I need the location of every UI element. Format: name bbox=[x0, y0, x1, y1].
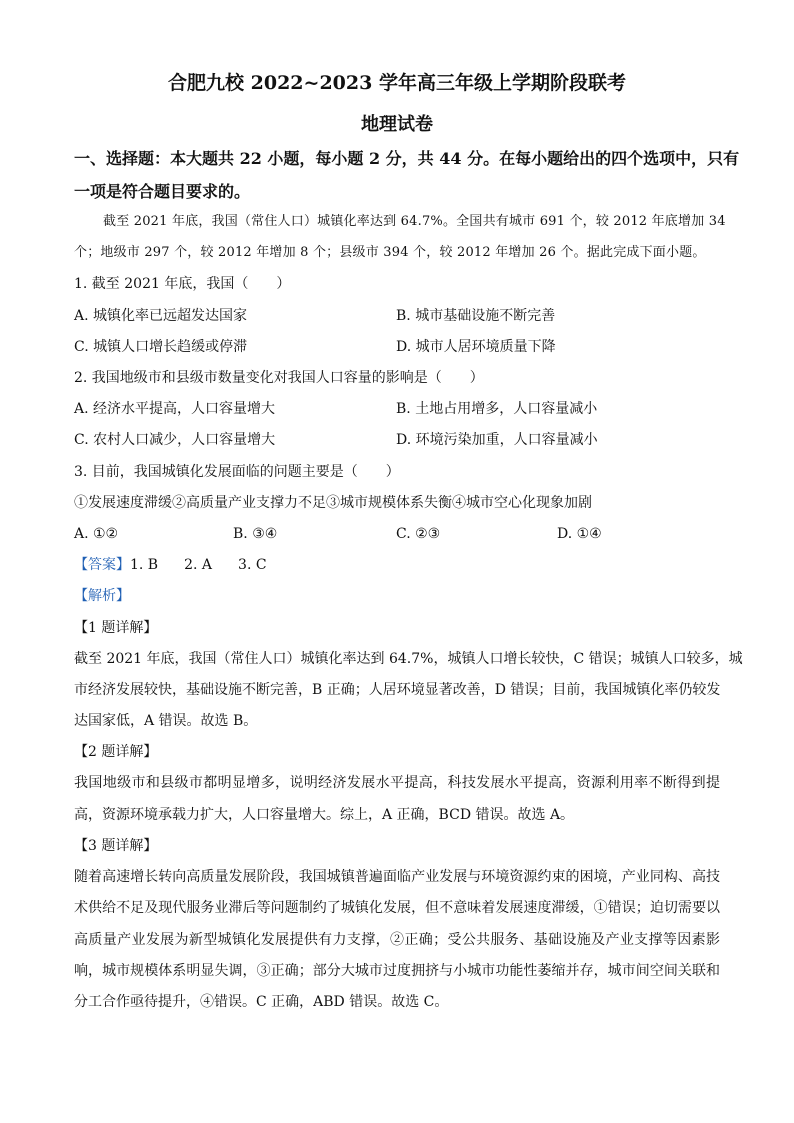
question-2-option-c: C. 农村人口减少，人口容量增大 bbox=[74, 432, 276, 448]
question-1-option-d: D. 城市人居环境质量下降 bbox=[396, 339, 556, 355]
analysis-q1-line: 达国家低，A 错误。故选 B。 bbox=[74, 713, 258, 729]
question-2-option-b: B. 土地占用增多，人口容量减小 bbox=[396, 401, 598, 417]
analysis-q2-line: 高，资源环境承载力扩大，人口容量增大。综上，A 正确，BCD 错误。故选 A。 bbox=[74, 807, 575, 823]
question-3-stem: 3. 目前，我国城镇化发展面临的问题主要是（ ） bbox=[74, 464, 400, 480]
analysis-q1-line: 市经济发展较快，基础设施不断完善，B 正确；人居环境显著改善，D 错误；目前，我国城镇化率仍较发 bbox=[74, 682, 721, 698]
analysis-q3-line: 术供给不足及现代服务业滞后等问题制约了城镇化发展，但不意味着发展速度滞缓，①错误；迫切需要以 bbox=[74, 900, 720, 916]
analysis-q3-line: 高质量产业发展为新型城镇化发展提供有力支撑，②正确；受公共服务、基础设施及产业支撑等因素影 bbox=[74, 932, 720, 948]
analysis-q1-line: 截至 2021 年底，我国（常住人口）城镇化率达到 64.7%，城镇人口增长较快，C 错误；城镇人口较多，城 bbox=[74, 651, 743, 667]
subject-title: 地理试卷 bbox=[361, 114, 433, 135]
answer-item-3: 3. C bbox=[238, 557, 267, 573]
analysis-label: 【解析】 bbox=[74, 588, 130, 604]
answer-line bbox=[74, 555, 267, 575]
question-3-statement: ①发展速度滞缓②高质量产业支撑力不足③城市规模体系失衡④城市空心化现象加剧 bbox=[74, 495, 592, 511]
answer-label: 【答案】 bbox=[74, 557, 130, 573]
question-2-stem: 2. 我国地级市和县级市数量变化对我国人口容量的影响是（ ） bbox=[74, 370, 484, 386]
question-3-option-c: C. ②③ bbox=[396, 526, 441, 542]
analysis-q3-heading: 【3 题详解】 bbox=[74, 838, 158, 854]
question-2-option-d: D. 环境污染加重，人口容量减小 bbox=[396, 432, 598, 448]
question-1-option-c: C. 城镇人口增长趋缓或停滞 bbox=[74, 339, 248, 355]
analysis-q3-line: 分工合作亟待提升，④错误。C 正确，ABD 错误。故选 C。 bbox=[74, 994, 449, 1010]
question-1-stem: 1. 截至 2021 年底，我国（ ） bbox=[74, 276, 291, 292]
analysis-q3-line: 响，城市规模体系明显失调，③正确；部分大城市过度拥挤与小城市功能性萎缩并存，城市间空间关联和 bbox=[74, 963, 720, 979]
page-title: 合肥九校 2022~2023 学年高三年级上学期阶段联考 bbox=[168, 72, 626, 94]
analysis-q2-heading: 【2 题详解】 bbox=[74, 744, 158, 760]
answer-item-2: 2. A bbox=[184, 557, 213, 573]
question-3-option-a: A. ①② bbox=[74, 526, 119, 542]
answer-item-1: 1. B bbox=[130, 557, 159, 573]
passage-line1: 截至 2021 年底，我国（常住人口）城镇化率达到 64.7%。全国共有城市 691 个，较 2012 年底增加 34 bbox=[103, 214, 726, 229]
passage-line2: 个；地级市 297 个，较 2012 年增加 8 个；县级市 394 个，较 2012 年增加 26 个。据此完成下面小题。 bbox=[74, 245, 706, 260]
question-1-option-b: B. 城市基础设施不断完善 bbox=[396, 308, 556, 324]
section-heading-line1: 一、选择题：本大题共 22 小题，每小题 2 分，共 44 分。在每小题给出的四个选项中，只有 bbox=[74, 149, 740, 168]
section-heading-line2: 一项是符合题目要求的。 bbox=[74, 182, 251, 201]
question-2-option-a: A. 经济水平提高，人口容量增大 bbox=[74, 401, 276, 417]
question-3-option-b: B. ③④ bbox=[233, 526, 278, 542]
analysis-q1-heading: 【1 题详解】 bbox=[74, 620, 158, 636]
question-3-option-d: D. ①④ bbox=[557, 526, 602, 542]
analysis-q3-line: 随着高速增长转向高质量发展阶段，我国城镇普遍面临产业发展与环境资源约束的困境，产业同构、高技 bbox=[74, 869, 720, 885]
question-1-option-a: A. 城镇化率已远超发达国家 bbox=[74, 308, 248, 324]
analysis-q2-line: 我国地级市和县级市都明显增多，说明经济发展水平提高，科技发展水平提高，资源利用率不断得到提 bbox=[74, 775, 720, 791]
